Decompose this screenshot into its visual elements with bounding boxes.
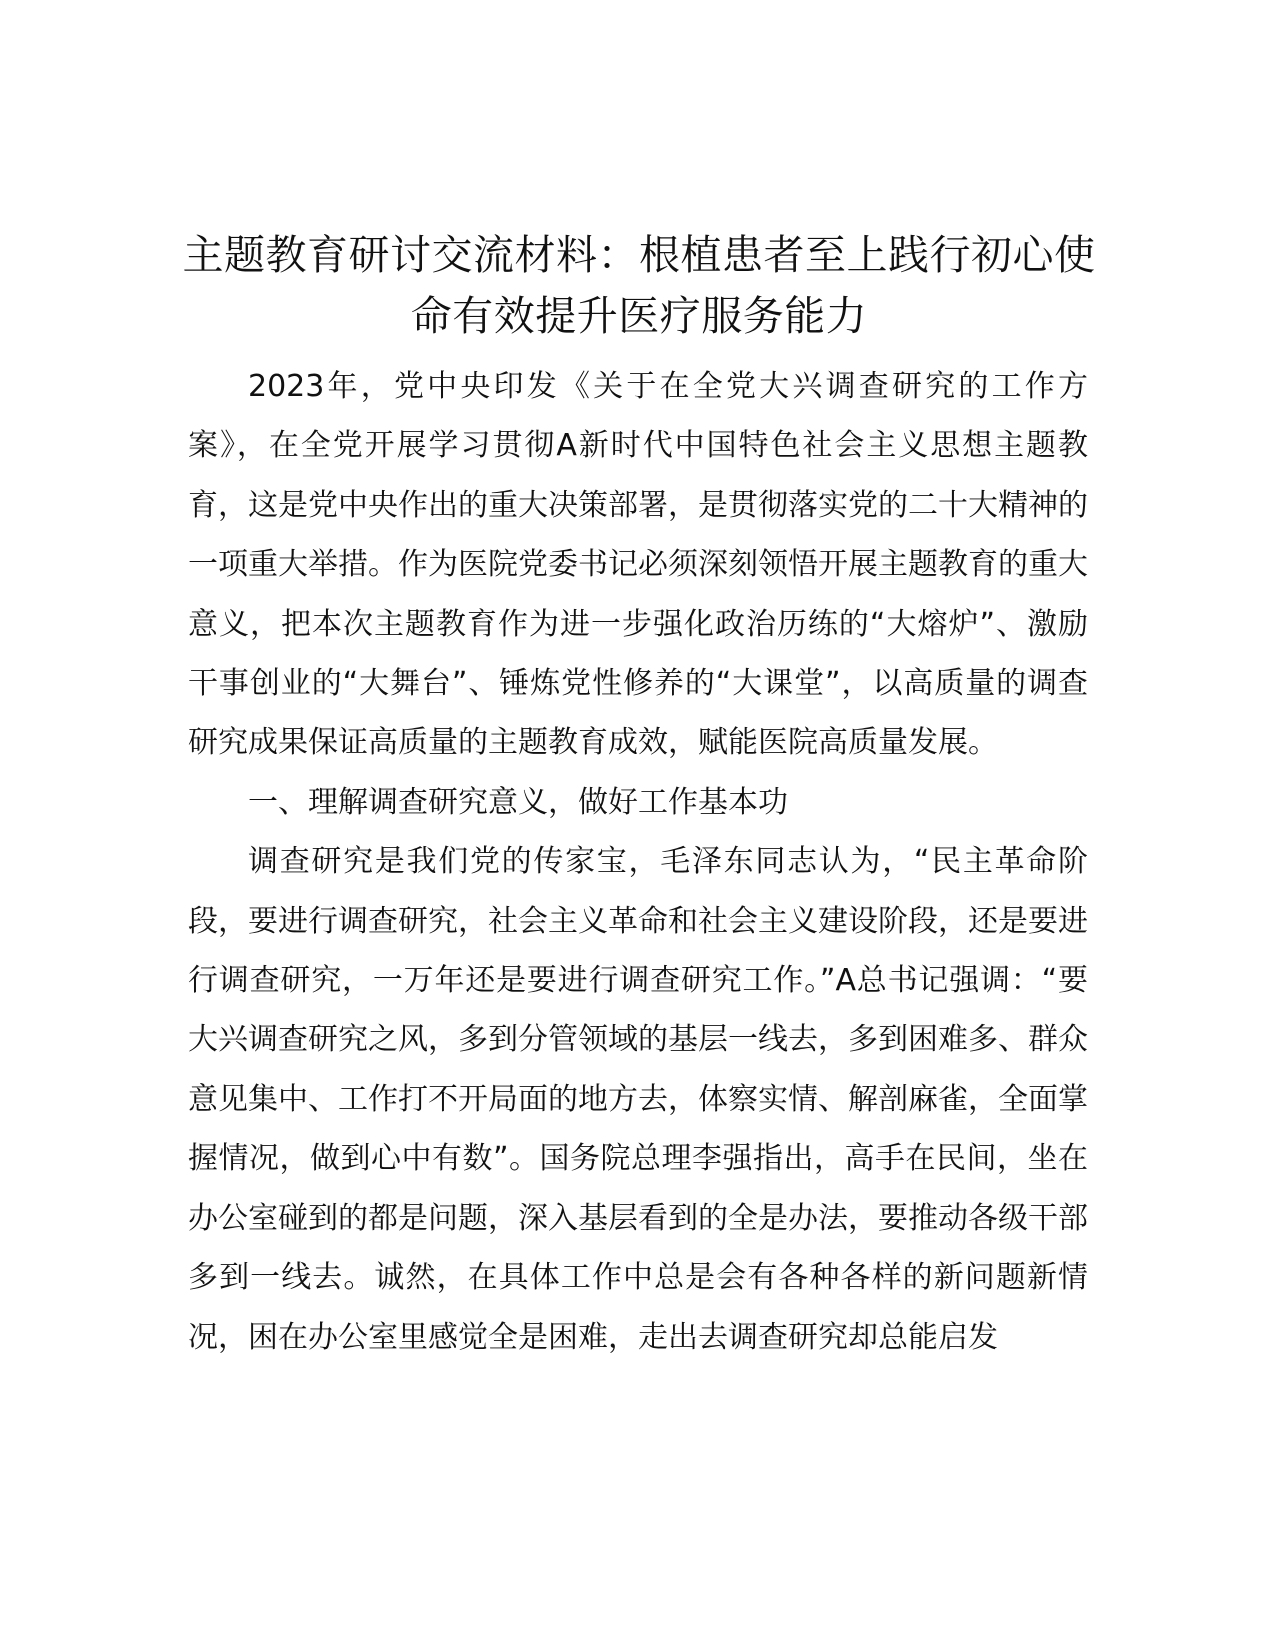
section-heading-1: 一、理解调查研究意义，做好工作基本功 <box>248 784 788 820</box>
paragraph-intro: 2023年，党中央印发《关于在全党大兴调查研究的工作方案》，在全党开展学习贯彻A新时代中国特色社会主义思想主题教育，这是党中央作出的重大决策部署，是贯彻落实党的二十大精神的一项重大举措。作为医院党委书记必须深刻领悟开展主题教育的重大意义，把本次主题教育作为进一步强化政治历练的“大熔炉”、激励干事创业的“大舞台”、锤炼党性修养的“大课堂”，以高质量的调查研究成果保证高质量的主题教育成效，赋能医院高质量发展。 <box>188 369 1088 761</box>
document-title: 主题教育研讨交流材料：根植患者至上践行初心使命有效提升医疗服务能力 <box>182 231 1096 340</box>
paragraph-research: 调查研究是我们党的传家宝，毛泽东同志认为，“民主革命阶段，要进行调查研究，社会主义革命和社会主义建设阶段，还是要进行调查研究，一万年还是要进行调查研究工作。”A总书记强调：“要大兴调查研究之风，多到分管领域的基层一线去，多到困难多、群众意见集中、工作打不开局面的地方去，体察实情、解剖麻雀，全面掌握情况，做到心中有数”。国务院总理李强指出，高手在民间，坐在办公室碰到的都是问题，深入基层看到的全是办法，要推动各级干部多到一线去。诚然，在具体工作中总是会有各种各样的新问题新情况，困在办公室里感觉全是困难，走出去调查研究却总能启发 <box>188 844 1088 1355</box>
document-body <box>188 357 1088 1367</box>
